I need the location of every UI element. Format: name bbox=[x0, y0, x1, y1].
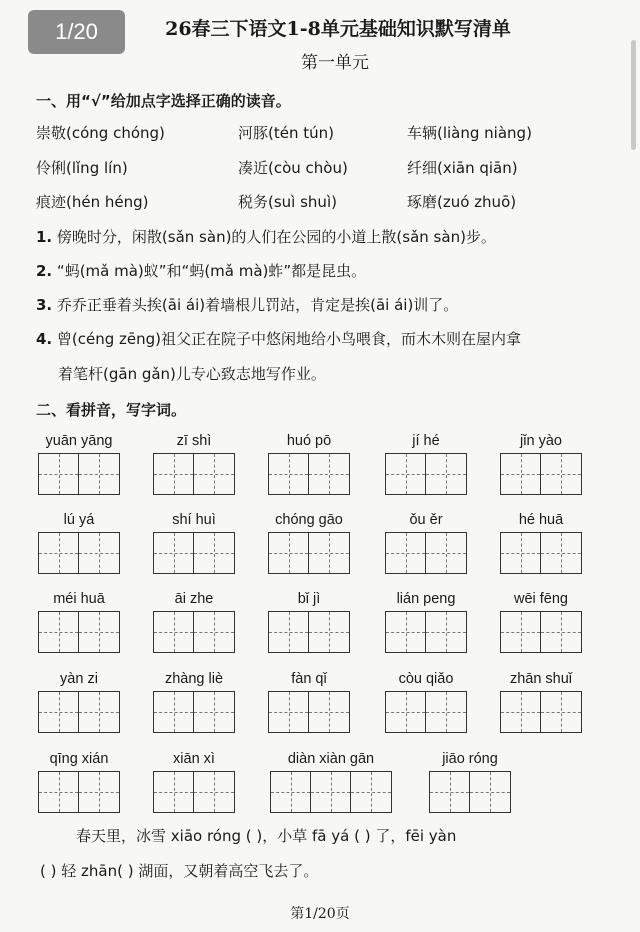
word-item: 琢磨(zuó zhuō) bbox=[407, 193, 517, 211]
pinyin-group: chóng gāo bbox=[268, 511, 350, 574]
pinyin-group: jiāo róng bbox=[429, 750, 511, 813]
word-item: 税务(suì shuì) bbox=[238, 193, 337, 211]
writing-boxes[interactable] bbox=[500, 611, 582, 653]
pinyin-group: xiān xì bbox=[153, 750, 235, 813]
writing-boxes[interactable] bbox=[153, 611, 235, 653]
pinyin-group: ǒu ěr bbox=[385, 511, 467, 574]
writing-boxes[interactable] bbox=[38, 611, 120, 653]
section2-heading: 二、看拼音，写字词。 bbox=[36, 401, 187, 419]
writing-boxes[interactable] bbox=[268, 611, 350, 653]
writing-boxes[interactable] bbox=[38, 771, 120, 813]
pinyin-group: hé huā bbox=[500, 511, 582, 574]
writing-boxes[interactable] bbox=[500, 453, 582, 495]
section1-heading: 一、用“√”给加点字选择正确的读音。 bbox=[36, 92, 291, 110]
word-item: 纤细(xiān qiān) bbox=[407, 159, 518, 177]
pinyin-group: jǐn yào bbox=[500, 432, 582, 495]
pinyin-group: qīng xián bbox=[38, 750, 120, 813]
pinyin-group: méi huā bbox=[38, 590, 120, 653]
pinyin-group: huó pō bbox=[268, 432, 350, 495]
sentence-4-cont: 着笔杆(gān gǎn)儿专心致志地写作业。 bbox=[58, 365, 326, 383]
writing-boxes[interactable] bbox=[270, 771, 392, 813]
writing-boxes[interactable] bbox=[38, 453, 120, 495]
pinyin-group: āi zhe bbox=[153, 590, 235, 653]
writing-boxes[interactable] bbox=[153, 453, 235, 495]
writing-boxes[interactable] bbox=[38, 691, 120, 733]
writing-boxes[interactable] bbox=[268, 453, 350, 495]
pinyin-group: wēi fēng bbox=[500, 590, 582, 653]
pinyin-group: yuān yāng bbox=[38, 432, 120, 495]
writing-boxes[interactable] bbox=[268, 532, 350, 574]
pinyin-group: shí huì bbox=[153, 511, 235, 574]
pinyin-group: zī shì bbox=[153, 432, 235, 495]
page-title: 26春三下语文1-8单元基础知识默写清单 bbox=[165, 18, 511, 40]
writing-boxes[interactable] bbox=[268, 691, 350, 733]
writing-boxes[interactable] bbox=[153, 771, 235, 813]
fill-paragraph-line1: 春天里，冰雪 xiāo róng ( )，小草 fā yá ( ) 了，fēi yàn bbox=[76, 827, 457, 845]
pinyin-group: jí hé bbox=[385, 432, 467, 495]
writing-boxes[interactable] bbox=[385, 691, 467, 733]
fill-paragraph-line2: ( ) 轻 zhān( ) 湖面，又朝着高空飞去了。 bbox=[40, 862, 319, 880]
writing-boxes[interactable] bbox=[153, 532, 235, 574]
pinyin-group: còu qiǎo bbox=[385, 670, 467, 733]
sentence-1: 1. 傍晚时分，闲散(sǎn sàn)的人们在公园的小道上散(sǎn sàn)步。 bbox=[36, 228, 496, 246]
pinyin-group: bǐ jì bbox=[268, 590, 350, 653]
writing-boxes[interactable] bbox=[38, 532, 120, 574]
writing-boxes[interactable] bbox=[385, 532, 467, 574]
pinyin-group: zhān shuǐ bbox=[500, 670, 582, 733]
word-item: 凑近(còu chòu) bbox=[238, 159, 348, 177]
writing-boxes[interactable] bbox=[385, 611, 467, 653]
scrollbar[interactable] bbox=[631, 40, 636, 150]
sentence-3: 3. 乔乔正垂着头挨(āi ái)着墙根儿罚站，肯定是挨(āi ái)训了。 bbox=[36, 296, 459, 314]
writing-boxes[interactable] bbox=[385, 453, 467, 495]
pinyin-group: yàn zi bbox=[38, 670, 120, 733]
pinyin-group: lú yá bbox=[38, 511, 120, 574]
page-footer: 第1/20页 bbox=[290, 906, 350, 922]
writing-boxes[interactable] bbox=[500, 691, 582, 733]
word-item: 痕迹(hén héng) bbox=[36, 193, 149, 211]
writing-boxes[interactable] bbox=[500, 532, 582, 574]
page-badge: 1/20 bbox=[28, 10, 125, 54]
writing-boxes[interactable] bbox=[153, 691, 235, 733]
word-item: 车辆(liàng niàng) bbox=[407, 124, 532, 142]
word-item: 伶俐(lǐng lín) bbox=[36, 159, 128, 177]
pinyin-group: fàn qǐ bbox=[268, 670, 350, 733]
pinyin-group: zhàng liè bbox=[153, 670, 235, 733]
word-item: 河豚(tén tún) bbox=[238, 124, 334, 142]
unit-title: 第一单元 bbox=[301, 53, 369, 73]
sentence-4: 4. 曾(céng zēng)祖父正在院子中悠闲地给小鸟喂食，而木木则在屋内拿 bbox=[36, 330, 522, 348]
pinyin-group: diàn xiàn gān bbox=[270, 750, 392, 813]
sentence-2: 2. “蚂(mǎ mà)蚁”和“蚂(mǎ mà)蚱”都是昆虫。 bbox=[36, 262, 367, 280]
writing-boxes[interactable] bbox=[429, 771, 511, 813]
pinyin-group: lián peng bbox=[385, 590, 467, 653]
word-item: 崇敬(cóng chóng) bbox=[36, 124, 165, 142]
